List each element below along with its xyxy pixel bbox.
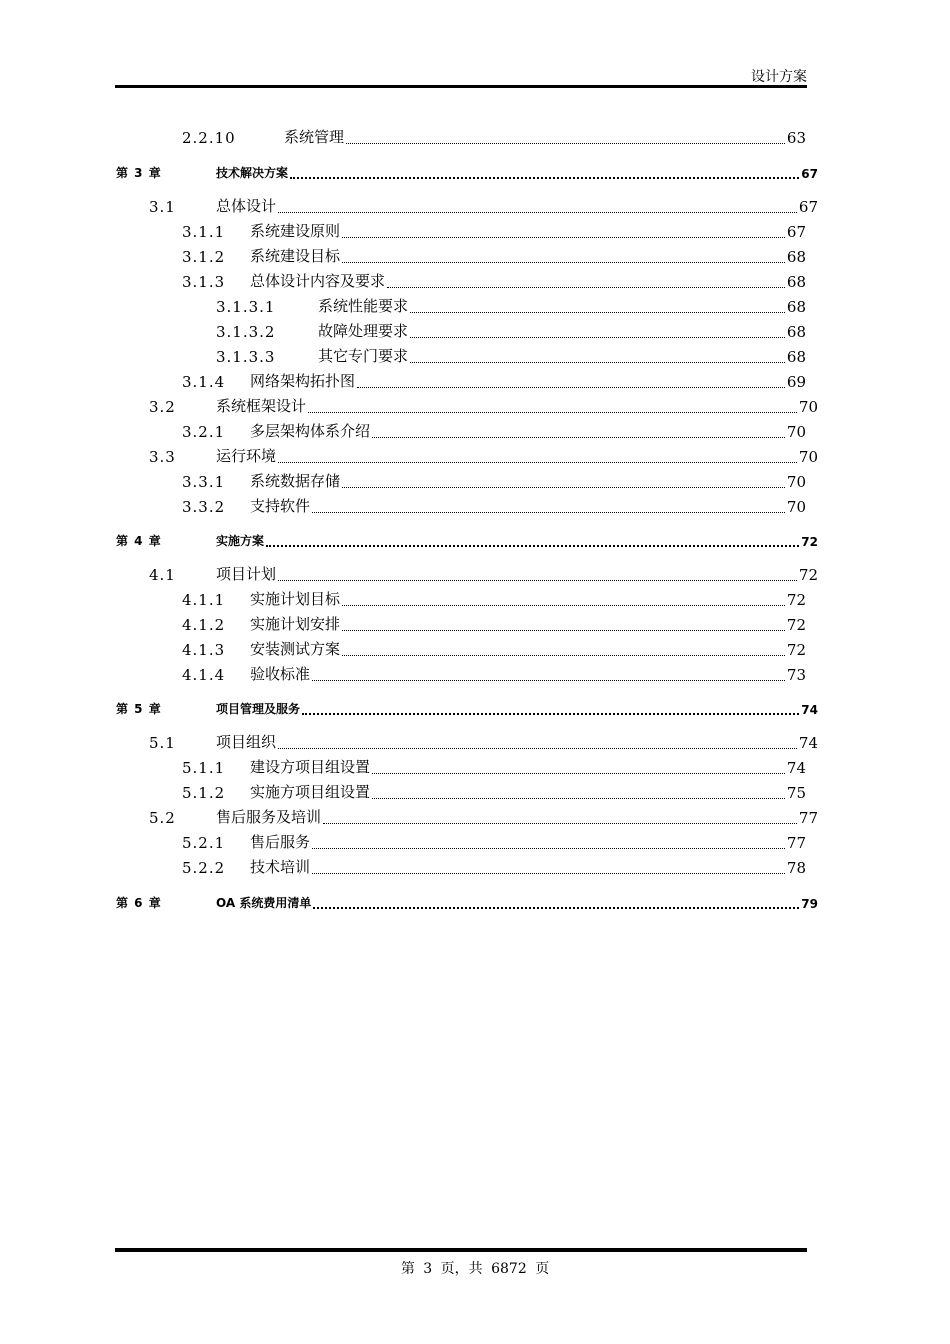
toc-number: 3.1.3.3 — [216, 348, 276, 366]
toc-entry[interactable] — [0, 196, 818, 218]
toc-leader-dots — [312, 848, 785, 849]
toc-title: 系统建设目标 — [250, 247, 341, 265]
toc-entry[interactable] — [0, 757, 806, 779]
toc-entry[interactable] — [0, 321, 806, 343]
toc-title: 系统管理 — [284, 128, 345, 146]
toc-entry[interactable] — [0, 396, 818, 418]
toc-page-number: 68 — [786, 348, 806, 366]
toc-page-number: 72 — [786, 616, 806, 634]
toc-number: 第 4 章 — [116, 534, 162, 548]
toc-entry[interactable] — [0, 296, 806, 318]
toc-number: 4.1.3 — [182, 641, 226, 659]
toc-title: 系统数据存储 — [250, 472, 341, 490]
toc-page-number: 77 — [786, 834, 806, 852]
toc-number: 2.2.10 — [182, 129, 236, 147]
toc-leader-dots — [357, 387, 785, 388]
toc-leader-dots — [342, 237, 785, 238]
toc-leader-dots — [290, 177, 799, 179]
header-rule — [115, 85, 807, 88]
toc-entry[interactable] — [0, 782, 806, 804]
toc-page-number: 75 — [786, 784, 806, 802]
toc-entry[interactable] — [0, 639, 806, 661]
toc-leader-dots — [372, 437, 785, 438]
toc-chapter-entry[interactable] — [0, 697, 818, 719]
toc-leader-dots — [342, 605, 785, 606]
toc-leader-dots — [266, 545, 799, 547]
toc-entry[interactable] — [0, 346, 806, 368]
toc-title: 实施方案 — [216, 534, 265, 548]
toc-number: 3.1.4 — [182, 373, 226, 391]
toc-page-number: 73 — [786, 666, 806, 684]
toc-page-number: 78 — [786, 859, 806, 877]
toc-page-number: 72 — [786, 641, 806, 659]
toc-number: 5.2.1 — [182, 834, 226, 852]
toc-chapter-entry[interactable] — [0, 161, 818, 183]
toc-leader-dots — [342, 487, 785, 488]
toc-page-number: 77 — [798, 809, 818, 827]
toc-title: 售后服务及培训 — [216, 808, 322, 826]
toc-number: 3.1.3.2 — [216, 323, 276, 341]
toc-page-number: 68 — [786, 248, 806, 266]
toc-title: 实施计划目标 — [250, 590, 341, 608]
toc-leader-dots — [278, 462, 797, 463]
toc-leader-dots — [342, 655, 785, 656]
toc-leader-dots — [410, 312, 785, 313]
toc-entry[interactable] — [0, 127, 806, 149]
toc-page-number: 68 — [786, 323, 806, 341]
toc-entry[interactable] — [0, 564, 818, 586]
toc-entry[interactable] — [0, 246, 806, 268]
current-page: 3 — [423, 1261, 433, 1277]
toc-leader-dots — [278, 212, 797, 213]
toc-title: 实施计划安排 — [250, 615, 341, 633]
toc-entry[interactable] — [0, 832, 806, 854]
toc-number: 第 6 章 — [116, 896, 162, 910]
toc-number: 3.1 — [149, 198, 176, 216]
toc-title: 系统性能要求 — [318, 297, 409, 315]
toc-leader-dots — [312, 873, 785, 874]
toc-leader-dots — [410, 362, 785, 363]
toc-leader-dots — [313, 907, 799, 909]
toc-title: 总体设计内容及要求 — [250, 272, 386, 290]
toc-number: 3.1.2 — [182, 248, 226, 266]
toc-page-number: 74 — [798, 734, 818, 752]
toc-number: 3.2.1 — [182, 423, 226, 441]
toc-entry[interactable] — [0, 421, 806, 443]
toc-title: 其它专门要求 — [318, 347, 409, 365]
toc-title: 故障处理要求 — [318, 322, 409, 340]
toc-page-number: 70 — [798, 398, 818, 416]
toc-entry[interactable] — [0, 732, 818, 754]
toc-title: 验收标准 — [250, 665, 311, 683]
toc-title: 多层架构体系介绍 — [250, 422, 371, 440]
toc-leader-dots — [308, 412, 797, 413]
toc-title: 网络架构拓扑图 — [250, 372, 356, 390]
toc-entry[interactable] — [0, 807, 818, 829]
toc-number: 第 5 章 — [116, 702, 162, 716]
toc-entry[interactable] — [0, 614, 806, 636]
toc-leader-dots — [342, 630, 785, 631]
toc-title: 售后服务 — [250, 833, 311, 851]
toc-leader-dots — [302, 713, 799, 715]
page-prefix: 第 — [400, 1261, 415, 1277]
toc-title: 总体设计 — [216, 197, 277, 215]
toc-chapter-entry[interactable] — [0, 529, 818, 551]
toc-leader-dots — [372, 773, 785, 774]
toc-page-number: 74 — [801, 703, 818, 717]
toc-title: 安装测试方案 — [250, 640, 341, 658]
toc-leader-dots — [346, 143, 785, 144]
toc-leader-dots — [312, 680, 785, 681]
toc-page-number: 67 — [786, 223, 806, 241]
toc-number: 3.2 — [149, 398, 176, 416]
toc-number: 第 3 章 — [116, 166, 162, 180]
page-suffix: 页 — [535, 1261, 550, 1277]
toc-number: 3.3.1 — [182, 473, 226, 491]
toc-page-number: 72 — [786, 591, 806, 609]
toc-page-number: 70 — [786, 498, 806, 516]
toc-page-number: 74 — [786, 759, 806, 777]
toc-leader-dots — [387, 287, 785, 288]
toc-leader-dots — [372, 798, 785, 799]
toc-number: 5.1 — [149, 734, 176, 752]
toc-leader-dots — [278, 748, 797, 749]
toc-number: 3.1.3.1 — [216, 298, 276, 316]
toc-title: 项目计划 — [216, 565, 277, 583]
toc-number: 4.1.1 — [182, 591, 226, 609]
toc-number: 4.1.4 — [182, 666, 226, 684]
toc-page-number: 70 — [786, 473, 806, 491]
toc-entry[interactable] — [0, 589, 806, 611]
toc-number: 3.3.2 — [182, 498, 226, 516]
toc-entry[interactable] — [0, 271, 806, 293]
toc-title: 技术解决方案 — [216, 166, 289, 180]
toc-title: 项目管理及服务 — [216, 702, 301, 716]
toc-title: 运行环境 — [216, 447, 277, 465]
toc-title: 系统建设原则 — [250, 222, 341, 240]
toc-number: 5.1.2 — [182, 784, 226, 802]
toc-number: 5.2.2 — [182, 859, 226, 877]
toc-leader-dots — [323, 823, 797, 824]
toc-page-number: 70 — [798, 448, 818, 466]
toc-number: 4.1.2 — [182, 616, 226, 634]
toc-number: 4.1 — [149, 566, 176, 584]
toc-page-number: 67 — [801, 167, 818, 181]
toc-page-number: 63 — [786, 129, 806, 147]
toc-title: 系统框架设计 — [216, 397, 307, 415]
toc-page-number: 69 — [786, 373, 806, 391]
toc-entry[interactable] — [0, 371, 806, 393]
footer-rule — [115, 1248, 807, 1252]
toc-entry[interactable] — [0, 496, 806, 518]
toc-page-number: 72 — [798, 566, 818, 584]
toc-title: 项目组织 — [216, 733, 277, 751]
toc-title: 建设方项目组设置 — [250, 758, 371, 776]
toc-title: 技术培训 — [250, 858, 311, 876]
toc-number: 5.1.1 — [182, 759, 226, 777]
toc-leader-dots — [410, 337, 785, 338]
toc-number: 3.3 — [149, 448, 176, 466]
toc-page-number: 79 — [801, 897, 818, 911]
toc-entry[interactable] — [0, 221, 806, 243]
page-middle: 页，共 — [440, 1261, 483, 1277]
toc-page-number: 70 — [786, 423, 806, 441]
toc-number: 3.1.3 — [182, 273, 226, 291]
toc-title: 支持软件 — [250, 497, 311, 515]
toc-chapter-entry[interactable] — [0, 891, 818, 913]
page-number — [0, 1258, 950, 1278]
toc-page-number: 72 — [801, 535, 818, 549]
toc-title: 实施方项目组设置 — [250, 783, 371, 801]
toc-number: 3.1.1 — [182, 223, 226, 241]
toc-entry[interactable] — [0, 857, 806, 879]
header-title: 设计方案 — [751, 69, 807, 85]
toc-leader-dots — [278, 580, 797, 581]
toc-entry[interactable] — [0, 446, 818, 468]
total-pages: 6872 — [491, 1261, 527, 1277]
toc-title: OA 系统费用清单 — [216, 896, 312, 910]
toc-leader-dots — [312, 512, 785, 513]
toc-leader-dots — [342, 262, 785, 263]
toc-page-number: 68 — [786, 273, 806, 291]
toc-entry[interactable] — [0, 471, 806, 493]
toc-number: 5.2 — [149, 809, 176, 827]
toc-page-number: 67 — [798, 198, 818, 216]
toc-page-number: 68 — [786, 298, 806, 316]
toc-entry[interactable] — [0, 664, 806, 686]
